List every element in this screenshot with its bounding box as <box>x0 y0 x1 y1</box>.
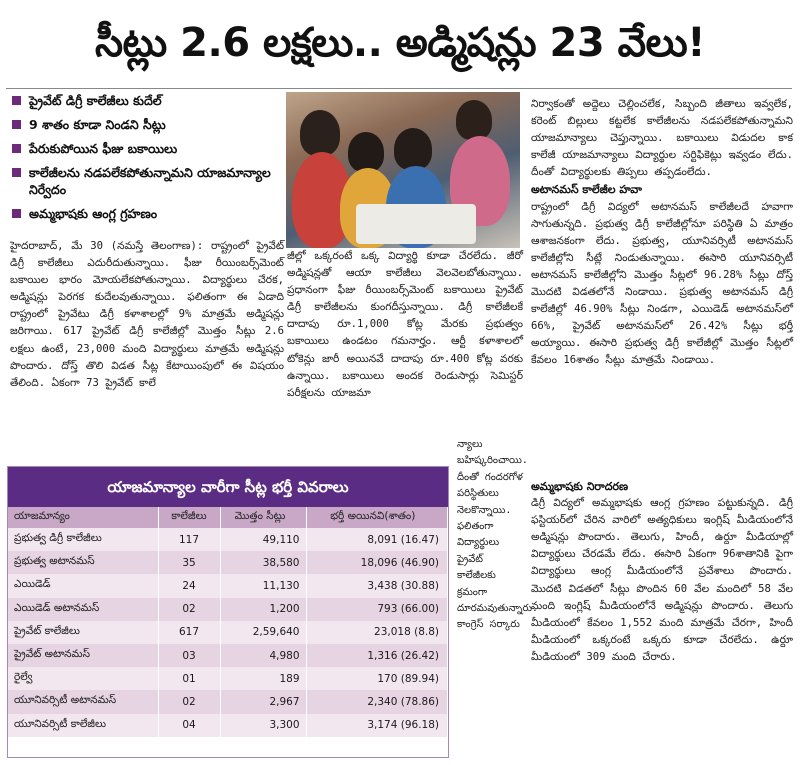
article-paragraph: డిగ్రీ విద్యలో అమ్మభాషకు ఆంగ్ల గ్రహణం పట్టుకున్నది. డిగ్రీ ఫస్టియర్‌లో చేరిన వారిలో అత్యధికులు ఇంగ్లిష్ మీడియంలోనే అడ్మిషన్లు పొందారు. తెలుగు, హిందీ, ఉర్దూ మీడియాల్లో విద్యార్థులు చేరడమే లేదు. ఈసారి ఏకంగా 96శాతానికి పైగా విద్యార్థులు ఆంగ్ల మీడియంలోనే ప్రవేశాలు పొందారు. మొదటి విడతలో సీట్లు పొందిన 60 వేల మందిలో 58 వేల మంది ఇంగ్లిష్ మీడియంలోనే అడ్మిషన్లు పొందారు. తెలుగు మీడియంలో కేవలం 1,552 మంది మాత్రమే చేరగా, హిందీ మీడియంలో ఒక్కరంటే ఒక్కరు కూడా చేరలేదు. ఉర్దూ మీడియంలో 309 మంది చేరారు. <box>531 497 793 663</box>
bullet-item <box>10 205 282 222</box>
table-cell: యూనివర్సిటీ కాలేజీలు <box>8 714 158 737</box>
table-cell: 617 <box>158 621 220 644</box>
table-cell: 189 <box>220 667 306 690</box>
bullet-item <box>10 140 282 157</box>
bullet-square-icon <box>12 96 21 105</box>
table-row <box>8 528 448 551</box>
column-header: యాజమాన్యం <box>8 507 158 528</box>
table-cell: 49,110 <box>220 528 306 551</box>
table-cell: 35 <box>158 551 220 574</box>
article-column-narrow <box>457 437 538 634</box>
bullet-item <box>10 116 282 133</box>
article-column-middle <box>287 248 523 402</box>
table-cell: 38,580 <box>220 551 306 574</box>
table-row <box>8 598 448 621</box>
table-cell: 18,096 (46.90) <box>306 551 448 574</box>
table-header-row <box>8 507 448 528</box>
table-cell: 2,967 <box>220 690 306 713</box>
students-photo <box>286 92 520 248</box>
table-cell: 3,300 <box>220 714 306 737</box>
subheading-mother-tongue: అమ్మభాషకు నిరాదరణ <box>531 480 629 493</box>
table-cell: 02 <box>158 598 220 621</box>
table-cell: 793 (66.00) <box>306 598 448 621</box>
bullet-list <box>10 92 282 229</box>
bullet-square-icon <box>12 168 21 177</box>
table-cell: 8,091 (16.47) <box>306 528 448 551</box>
table-cell: 01 <box>158 667 220 690</box>
seats-table <box>8 507 448 737</box>
bullet-text: 9 శాతం కూడా నిండని సీట్లు <box>29 117 166 132</box>
table-cell: 03 <box>158 644 220 667</box>
column-header: భర్తీ అయినవి(శాతం) <box>306 507 448 528</box>
table-cell: 117 <box>158 528 220 551</box>
article-column-left <box>10 238 284 392</box>
table-cell: 02 <box>158 690 220 713</box>
table-cell: 3,438 (30.88) <box>306 574 448 597</box>
table-cell: 1,316 (26.42) <box>306 644 448 667</box>
table-cell: ఎయిడెడ్ <box>8 574 158 597</box>
table-cell: 2,59,640 <box>220 621 306 644</box>
bullet-text: అమ్మభాషకు ఆంగ్ల గ్రహణం <box>29 206 158 221</box>
table-cell: ప్రభుత్వ డిగ్రీ కాలేజీలు <box>8 528 158 551</box>
table-cell: 1,200 <box>220 598 306 621</box>
article-column-right-bottom <box>531 478 793 666</box>
table-row <box>8 690 448 713</box>
table-cell: ప్రైవేట్ అటానమస్ <box>8 644 158 667</box>
article-column-right <box>531 96 793 370</box>
table-cell: యూనివర్సిటీ అటానమస్ <box>8 690 158 713</box>
column-header: మొత్తం సీట్లు <box>220 507 306 528</box>
seats-table-box <box>7 466 449 758</box>
article-paragraph: న్యాలు బహిష్కరించాయి. దీంతో గందరగోళ పరిస్థితులు నెలకొన్నాయి. ఫలితంగా విద్యార్థులు ప్రైవేట్ కాలేజీలకు క్రమంగా దూరమవుతున్నారు. కాంగ్రెస్ సర్కారు <box>457 439 538 631</box>
bullet-item <box>10 92 282 109</box>
bullet-text: ప్రైవేట్ డిగ్రీ కాలేజీలు కుదేల్ <box>29 93 162 108</box>
table-cell: ప్రభుత్వ అటానమస్ <box>8 551 158 574</box>
table-cell: 23,018 (8.8) <box>306 621 448 644</box>
table-row <box>8 714 448 737</box>
subheading-autonomous: అటానమస్ కాలేజీల హవా <box>531 183 642 197</box>
table-cell: 24 <box>158 574 220 597</box>
table-title: యాజమాన్యాల వారీగా సీట్ల భర్తీ వివరాలు <box>8 467 448 507</box>
table-cell: 4,980 <box>220 644 306 667</box>
article-paragraph: జీల్లో ఒక్కరంటే ఒక్క విద్యార్థి కూడా చేరలేదు. జీరో అడ్మిషన్లతో ఆయా కాలేజీలు వెలవెలబోతున్నాయి. ప్రధానంగా ఫీజు రీయింబర్స్‌మెంట్ బకాయిలు ప్రైవేట్ డిగ్రీ కాలేజీలను కుంగదీస్తున్నాయి. డిగ్రీ కాలేజీలకే దాదాపు రూ.1,000 కోట్ల మేరకు ప్రభుత్వం బకాయిలు ఉండటం గమనార్హం. ఆర్టీ కళాశాలలో టోకెన్లు జారీ అయినవే దాదాపు రూ.400 కోట్ల వరకు ఉన్నాయి. బకాయిలు అందక రెండుసార్లు సెమిస్టర్ పరీక్షలను యాజమా <box>287 250 523 399</box>
table-row <box>8 621 448 644</box>
bullet-square-icon <box>12 120 21 129</box>
bullet-item <box>10 164 282 198</box>
table-cell: 11,130 <box>220 574 306 597</box>
table-cell: 04 <box>158 714 220 737</box>
article-paragraph: నిర్వాకంతో అద్దెలు చెల్లించలేక, సిబ్బంది జీతాలు ఇవ్వలేక, కరెంట్ బిల్లులు కట్టలేక కాలేజీలను నడపలేకపోతున్నామని యాజమాన్యాలు చెప్తున్నాయి. బకాయిలు విడుదల కాక కాలేజీ యాజమాన్యాలు విద్యార్థుల సర్టిఫికెట్లు ఇవ్వడం లేదు. దీంతో విద్యార్థులకు తిప్పలు తప్పడంలేదు. <box>531 98 793 179</box>
table-row <box>8 551 448 574</box>
bullet-square-icon <box>12 144 21 153</box>
article-paragraph: హైదరాబాద్, మే 30 (నమస్తే తెలంగాణ): రాష్ట్రంలో ప్రైవేట్ డిగ్రీ కాలేజీలు ఎదురీదుతున్నాయి. ఫీజు రీయింబర్స్‌మెంట్ బకాయిల భారం మోయలేకపోతున్నాయి. విద్యార్థులు చేరక, అడ్మిషన్లు పెరగక కుదేలవుతున్నాయి. ఫలితంగా ఈ ఏడాది రాష్ట్రంలో ప్రైవేటు డిగ్రీ కళాశాలల్లో 9% మాత్రమే అడ్మిషన్లు జరిగాయి. 617 ప్రైవేట్ డిగ్రీ కాలేజీల్లో మొత్తం సీట్లు 2.6 లక్షలు ఉంటే, 23,000 మంది విద్యార్థులు మాత్రమే అడ్మిషన్లు పొందారు. దోస్త్ తొలి విడత సీట్ల కేటాయింపులో ఈ విషయం తేలింది. ఏకంగా 73 ప్రైవేట్ కాలే <box>10 240 284 389</box>
bullet-square-icon <box>12 209 21 218</box>
table-cell: 170 (89.94) <box>306 667 448 690</box>
table-cell: రైల్వే <box>8 667 158 690</box>
headline: సీట్లు 2.6 లక్షలు.. అడ్మిషన్లు 23 వేలు! <box>94 20 706 66</box>
bullet-text: పేరుకుపోయిన ఫీజు బకాయిలు <box>29 141 178 156</box>
table-cell: 2,340 (78.86) <box>306 690 448 713</box>
table-row <box>8 667 448 690</box>
table-cell: ప్రైవేట్ కాలేజీలు <box>8 621 158 644</box>
table-row <box>8 644 448 667</box>
table-row <box>8 574 448 597</box>
article-paragraph: రాష్ట్రంలో డిగ్రీ విద్యలో అటానమస్ కాలేజీలదే హవాగా సాగుతున్నది. ప్రభుత్వ డిగ్రీ కాలేజీల్లోనూ పరిస్థితి ఏ మాత్రం ఆశాజనకంగా లేదు. ప్రభుత్వ, యూనివర్సిటీ అటానమస్ కాలేజీల్లోని సీట్లే నిండుతున్నాయి. ఈసారి యూనివర్సిటీ అటానమస్ కాలేజీల్లోని మొత్తం సీట్లలో 96.28% సీట్లు దోస్త్ మొదటి విడతలోనే నిండాయి. ప్రభుత్వ అటానమస్ డిగ్రీ కాలేజీల్లో 46.90% సీట్లు నిండగా, ఎయిడెడ్ అటానమస్‌లో 66%, ప్రైవేట్ అటానమస్‌లో 26.42% సీట్లు భర్తీ అయ్యాయి. ఈసారి ప్రభుత్వ డిగ్రీ కాలేజీల్లో మొత్తం సీట్లలో కేవలం 16శాతం సీట్లు మాత్రమే నిండాయి. <box>531 200 793 367</box>
column-header: కాలేజీలు <box>158 507 220 528</box>
table-cell: ఎయిడెడ్ అటానమస్ <box>8 598 158 621</box>
bullet-text: కాలేజీలను నడపలేకపోతున్నామని యాజమాన్యాల నిర్వేదం <box>29 165 271 197</box>
table-cell: 3,174 (96.18) <box>306 714 448 737</box>
headline-divider <box>6 88 792 89</box>
